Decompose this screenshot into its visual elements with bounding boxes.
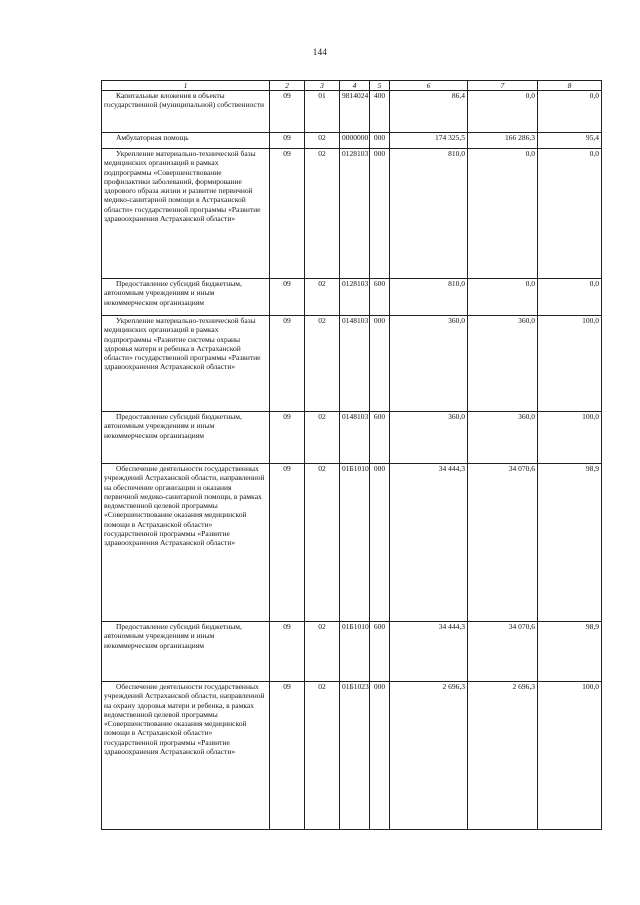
page-number: 144 bbox=[312, 47, 328, 57]
execution-percent: 98,9 bbox=[538, 622, 602, 682]
expense-type-code: 000 bbox=[370, 682, 390, 830]
expense-type-code: 600 bbox=[370, 279, 390, 316]
header-cell: 1 bbox=[102, 81, 270, 91]
target-article-code: 01Б1023 bbox=[340, 682, 370, 830]
table-row bbox=[102, 279, 602, 316]
header-cell: 3 bbox=[305, 81, 340, 91]
target-article-code: 0128103 bbox=[340, 279, 370, 316]
section-code: 09 bbox=[270, 316, 305, 412]
section-code: 09 bbox=[270, 622, 305, 682]
row-name: Укрепление материально-технической базы медицинских организаций в рамках подпрограммы «Совершенствование профилактики заболеваний, формирование здорового образа жизни и развитие первичной медико-санитарной помощи в Астраханской области» государственной программы «Развитие здравоохранения Астраханской области» bbox=[104, 149, 261, 224]
planned-amount: 86,4 bbox=[390, 91, 468, 133]
execution-percent: 0,0 bbox=[538, 149, 602, 279]
subsection-code: 02 bbox=[305, 316, 340, 412]
header-cell: 4 bbox=[340, 81, 370, 91]
section-code: 09 bbox=[270, 133, 305, 149]
executed-amount: 0,0 bbox=[468, 279, 538, 316]
target-article-code: 01Б1010 bbox=[340, 622, 370, 682]
target-article-code: 0148103 bbox=[340, 316, 370, 412]
header-cell: 2 bbox=[270, 81, 305, 91]
row-name: Обеспечение деятельности государственных учреждений Астраханской области, направленной на обеспечение организации и оказания первичной медико-санитарной помощи, в рамках ведомственной целевой программы «Совершенствование оказания медицинской помощи в Астраханской области» государственной программы «Развитие здравоохранения Астраханской области» bbox=[104, 464, 265, 548]
table-row bbox=[102, 133, 602, 149]
target-article-code: 0148103 bbox=[340, 412, 370, 464]
table-row bbox=[102, 412, 602, 464]
target-article-code: 0128103 bbox=[340, 149, 370, 279]
executed-amount: 166 286,3 bbox=[468, 133, 538, 149]
subsection-code: 02 bbox=[305, 622, 340, 682]
planned-amount: 810,0 bbox=[390, 279, 468, 316]
expense-type-code: 600 bbox=[370, 622, 390, 682]
expense-type-code: 600 bbox=[370, 412, 390, 464]
execution-percent: 100,0 bbox=[538, 412, 602, 464]
executed-amount: 0,0 bbox=[468, 91, 538, 133]
target-article-code: 0000000 bbox=[340, 133, 370, 149]
target-article-code: 01Б1010 bbox=[340, 464, 370, 622]
planned-amount: 174 325,5 bbox=[390, 133, 468, 149]
budget-table bbox=[101, 80, 602, 830]
expense-type-code: 000 bbox=[370, 316, 390, 412]
executed-amount: 360,0 bbox=[468, 412, 538, 464]
table-row bbox=[102, 682, 602, 830]
header-cell: 5 bbox=[370, 81, 390, 91]
expense-type-code: 000 bbox=[370, 464, 390, 622]
execution-percent: 95,4 bbox=[538, 133, 602, 149]
execution-percent: 0,0 bbox=[538, 91, 602, 133]
subsection-code: 02 bbox=[305, 464, 340, 622]
subsection-code: 02 bbox=[305, 279, 340, 316]
section-code: 09 bbox=[270, 149, 305, 279]
execution-percent: 100,0 bbox=[538, 316, 602, 412]
planned-amount: 34 444,3 bbox=[390, 464, 468, 622]
execution-percent: 100,0 bbox=[538, 682, 602, 830]
planned-amount: 34 444,3 bbox=[390, 622, 468, 682]
executed-amount: 34 070,6 bbox=[468, 464, 538, 622]
section-code: 09 bbox=[270, 412, 305, 464]
section-code: 09 bbox=[270, 91, 305, 133]
executed-amount: 360,0 bbox=[468, 316, 538, 412]
row-name: Амбулаторная помощь bbox=[116, 133, 189, 142]
header-cell: 6 bbox=[390, 81, 468, 91]
planned-amount: 360,0 bbox=[390, 412, 468, 464]
executed-amount: 0,0 bbox=[468, 149, 538, 279]
target-article-code: 9814024 bbox=[340, 91, 370, 133]
section-code: 09 bbox=[270, 682, 305, 830]
subsection-code: 02 bbox=[305, 682, 340, 830]
subsection-code: 02 bbox=[305, 133, 340, 149]
planned-amount: 360,0 bbox=[390, 316, 468, 412]
planned-amount: 2 696,3 bbox=[390, 682, 468, 830]
subsection-code: 01 bbox=[305, 91, 340, 133]
row-name: Обеспечение деятельности государственных учреждений Астраханской области, направленной на охрану здоровья матери и ребенка, в рамках ведомственной целевой программы «Совершенствование оказания медицинской помощи в Астраханской области» государственной программы «Развитие здравоохранения Астраханской области» bbox=[104, 682, 265, 757]
planned-amount: 810,0 bbox=[390, 149, 468, 279]
expense-type-code: 000 bbox=[370, 149, 390, 279]
execution-percent: 98,9 bbox=[538, 464, 602, 622]
table-row bbox=[102, 464, 602, 622]
expense-type-code: 400 bbox=[370, 91, 390, 133]
executed-amount: 34 070,6 bbox=[468, 622, 538, 682]
header-cell: 8 bbox=[538, 81, 602, 91]
table-row bbox=[102, 149, 602, 279]
row-name: Капитальные вложения в объекты государственной (муниципальной) собственности bbox=[104, 91, 265, 110]
table-row bbox=[102, 91, 602, 133]
subsection-code: 02 bbox=[305, 412, 340, 464]
executed-amount: 2 696,3 bbox=[468, 682, 538, 830]
table-row bbox=[102, 622, 602, 682]
table-header-row bbox=[102, 81, 602, 91]
table-row bbox=[102, 316, 602, 412]
section-code: 09 bbox=[270, 279, 305, 316]
subsection-code: 02 bbox=[305, 149, 340, 279]
row-name: Укрепление материально-технической базы медицинских организаций в рамках подпрограммы «Развитие системы охраны здоровья матери и ребенка в Астраханской области» государственной программы «Развитие здравоохранения Астраханской области» bbox=[104, 316, 261, 372]
header-cell: 7 bbox=[468, 81, 538, 91]
expense-type-code: 000 bbox=[370, 133, 390, 149]
row-name: Предоставление субсидий бюджетным, автономным учреждениям и иным некоммерческим организациям bbox=[104, 279, 242, 307]
execution-percent: 0,0 bbox=[538, 279, 602, 316]
section-code: 09 bbox=[270, 464, 305, 622]
row-name: Предоставление субсидий бюджетным, автономным учреждениям и иным некоммерческим организациям bbox=[104, 412, 242, 440]
row-name: Предоставление субсидий бюджетным, автономным учреждениям и иным некоммерческим организациям bbox=[104, 622, 242, 650]
